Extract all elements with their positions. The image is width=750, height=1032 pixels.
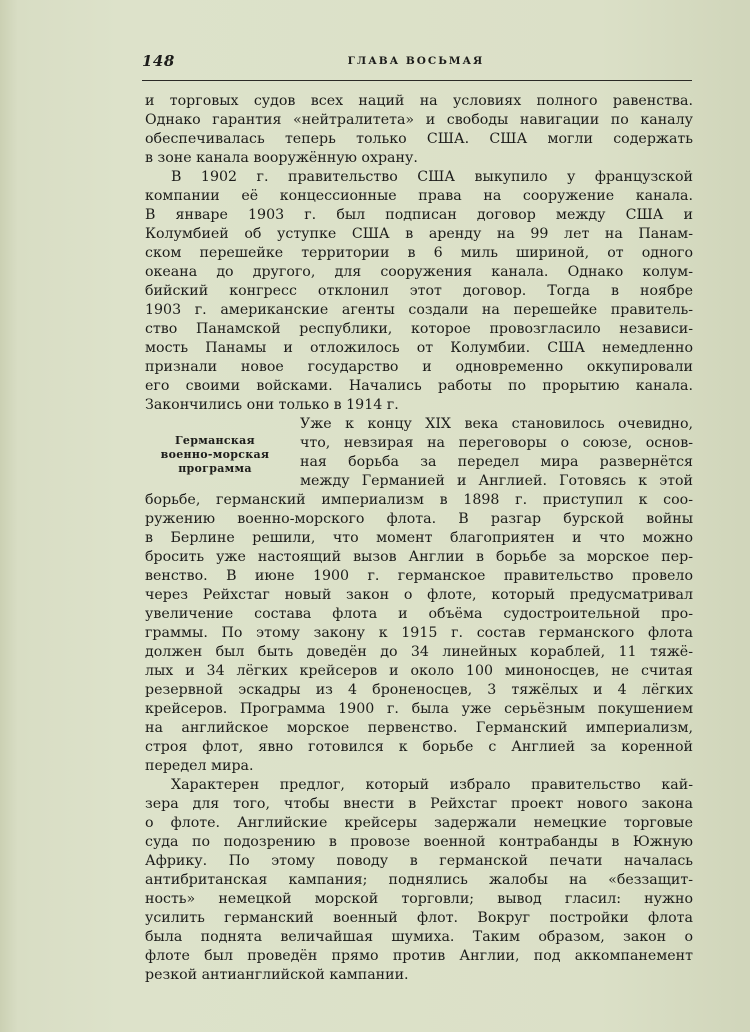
text-line: ружению военно-морского флота. В разгар бурской войны <box>145 511 693 527</box>
text-line: в Берлине решили, что момент благоприятен и что можно <box>145 530 693 546</box>
text-line: должен был быть доведён до 34 линейных кораблей, 11 тяжё- <box>145 644 693 660</box>
text-line: увеличение состава флота и объёма судостроительной про- <box>145 606 693 622</box>
text-line: усилить германский военный флот. Вокруг постройки флота <box>145 910 693 926</box>
text-line: Уже к концу XIX века становилось очевидно, <box>300 416 693 432</box>
text-line: ность» немецкой морской торговли; вывод гласил: нужно <box>145 891 693 907</box>
text-line: через Рейхстаг новый закон о флоте, который предусматривал <box>145 587 693 603</box>
text-line: ском перешейке территории в 6 миль шириной, от одного <box>145 245 693 261</box>
text-line: суда по подозрению в провозе военной контрабанды в Южную <box>145 834 693 850</box>
text-line: бийский конгресс отклонил этот договор. Тогда в ноябре <box>145 283 693 299</box>
text-line: бросить уже настоящий вызов Англии в борьбе за морское пер- <box>145 549 693 565</box>
text-line: между Германией и Англией. Готовясь к этой <box>300 473 693 489</box>
text-line: В январе 1903 г. был подписан договор между США и <box>145 207 693 223</box>
text-line: зера для того, чтобы внести в Рейхстаг проект нового закона <box>145 796 693 812</box>
text-line: обеспечивалась теперь только США. США могли содержать <box>145 131 693 147</box>
side-heading-line: военно-морская <box>160 448 270 461</box>
text-line: океана до другого, для сооружения канала. Однако колум- <box>145 264 693 280</box>
text-line: строя флот, явно готовился к борьбе с Англией за коренной <box>145 739 693 755</box>
text-line: 1903 г. американские агенты создали на перешейке правитель- <box>145 302 693 318</box>
text-line: Колумбией об уступке США в аренду на 99 лет на Панам- <box>145 226 693 242</box>
text-line: антибританская кампания; поднялись жалобы на «беззащит- <box>145 872 693 888</box>
header-rule <box>142 80 692 81</box>
running-head: ГЛАВА ВОСЬМАЯ <box>347 55 485 67</box>
text-line: признали новое государство и одновременно оккупировали <box>145 359 693 375</box>
text-line: резервной эскадры из 4 броненосцев, 3 тяжёлых и 4 лёгких <box>145 682 693 698</box>
text-line: на английское морское первенство. Германский империализм, <box>145 720 693 736</box>
text-line: в зоне канала вооружённую охрану. <box>145 150 418 166</box>
side-heading-line: программа <box>178 462 252 475</box>
page-number: 148 <box>142 52 175 70</box>
text-line: В 1902 г. правительство США выкупило у французской <box>171 169 693 185</box>
text-line: передел мира. <box>145 758 254 774</box>
text-line: лых и 34 лёгких крейсеров и около 100 миноносцев, не считая <box>145 663 693 679</box>
text-line: его своими войсками. Начались работы по прорытию канала. <box>145 378 693 394</box>
text-line: ная борьба за передел мира развернётся <box>300 454 693 470</box>
text-line: что, невзирая на переговоры о союзе, основ- <box>300 435 693 451</box>
text-line: Африку. По этому поводу в германской печати началась <box>145 853 693 869</box>
text-line: компании её концессионные права на сооружение канала. <box>145 188 693 204</box>
text-line: резкой антианглийской кампании. <box>145 967 409 983</box>
page-header <box>142 52 690 74</box>
text-line: ство Панамской республики, которое провозгласило независи- <box>145 321 693 337</box>
text-line: Однако гарантия «нейтралитета» и свободы навигации по каналу <box>145 112 693 128</box>
text-line: борьбе, германский империализм в 1898 г. приступил к соо- <box>145 492 693 508</box>
side-heading-line: Германская <box>175 434 255 447</box>
text-line: и торговых судов всех наций на условиях полного равенства. <box>145 93 693 109</box>
text-line: граммы. По этому закону к 1915 г. состав германского флота <box>145 625 693 641</box>
text-line: крейсеров. Программа 1900 г. была уже серьёзным покушением <box>145 701 693 717</box>
text-line: была поднята величайшая шумиха. Таким образом, закон о <box>145 929 693 945</box>
text-line: венство. В июне 1900 г. германское правительство провело <box>145 568 693 584</box>
text-line: мость Панамы и отложилось от Колумбии. США немедленно <box>145 340 693 356</box>
text-line: флоте был проведён прямо против Англии, под аккомпанемент <box>145 948 693 964</box>
text-line: Характерен предлог, который избрало правительство кай- <box>171 777 693 793</box>
text-line: Закончились они только в 1914 г. <box>145 397 399 413</box>
text-line: о флоте. Английские крейсеры задержали немецкие торговые <box>145 815 693 831</box>
side-heading <box>145 434 285 476</box>
